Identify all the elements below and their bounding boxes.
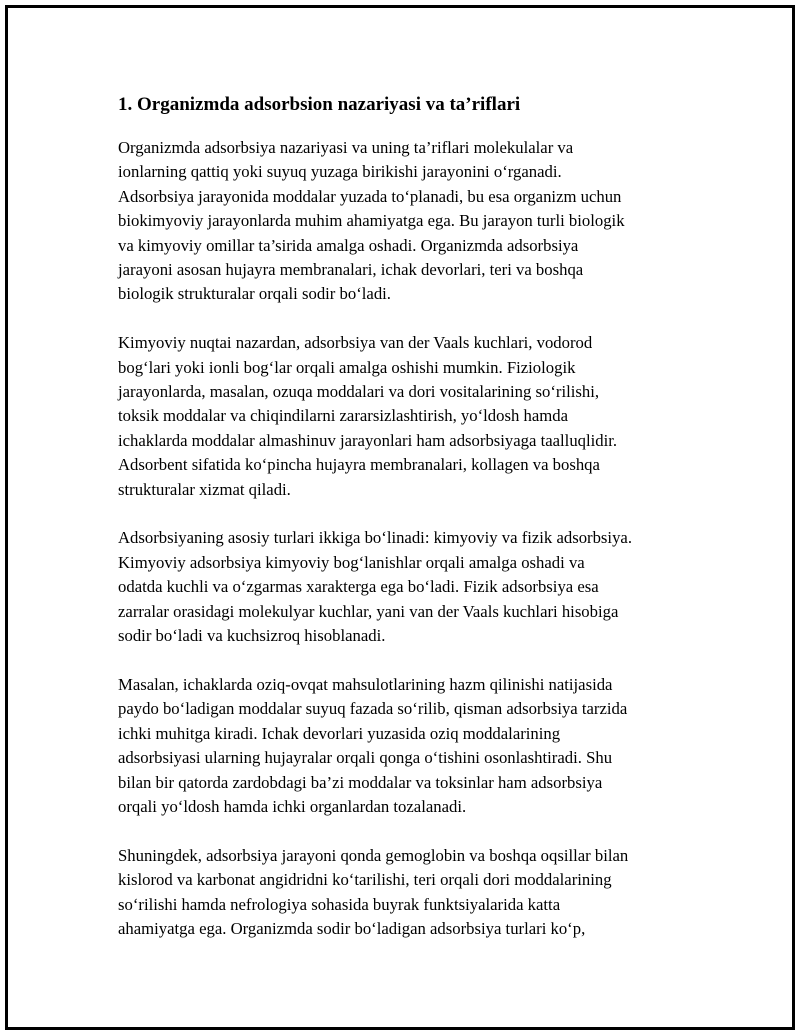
text-line: Adsorbsiyaning asosiy turlari ikkiga bo‘linadi: kimyoviy va fizik adsorbsiya.	[118, 528, 632, 548]
paragraph-2	[118, 331, 698, 502]
text-line: bilan bir qatorda zardobdagi ba’zi moddalar va toksinlar ham adsorbsiya	[118, 772, 603, 792]
text-line: zarralar orasidagi molekulyar kuchlar, yani van der Vaals kuchlari hisobiga	[118, 601, 619, 621]
text-line: ichaklarda moddalar almashinuv jarayonlari ham adsorbsiyaga taalluqlidir.	[118, 430, 618, 450]
text-line: jarayoni asosan hujayra membranalari, ichak devorlari, teri va boshqa	[118, 260, 584, 280]
paragraph-4	[118, 673, 698, 819]
text-line: va kimyoviy omillar ta’sirida amalga oshadi. Organizmda adsorbsiya	[118, 235, 579, 255]
text-line: sodir bo‘ladi va kuchsizroq hisoblanadi.	[118, 626, 386, 646]
text-line: odatda kuchli va o‘zgarmas xarakterga ega bo‘ladi. Fizik adsorbsiya esa	[118, 577, 599, 597]
text-line: jarayonlarda, masalan, ozuqa moddalari va dori vositalarining so‘rilishi,	[118, 382, 600, 402]
text-line: bog‘lari yoki ionli bog‘lar orqali amalga oshishi mumkin. Fiziologik	[118, 357, 576, 377]
text-line: Adsorbent sifatida ko‘pincha hujayra membranalari, kollagen va boshqa	[118, 455, 600, 475]
text-line: biologik strukturalar orqali sodir bo‘ladi.	[118, 284, 391, 304]
text-line: Organizmda adsorbsiya nazariyasi va uning ta’riflari molekulalar va	[118, 138, 574, 157]
text-line: toksik moddalar va chiqindilarni zararsizlashtirish, yo‘ldosh hamda	[118, 406, 568, 426]
paragraph-3	[118, 526, 698, 648]
text-line: Kimyoviy adsorbsiya kimyoviy bog‘lanishlar orqali amalga oshadi va	[118, 552, 585, 572]
text-line: so‘rilishi hamda nefrologiya sohasida buyrak funktsiyalarida katta	[118, 894, 561, 914]
text-line: ichki muhitga kiradi. Ichak devorlari yuzasida oziq moddalarining	[118, 723, 561, 743]
paragraph-1	[118, 136, 698, 307]
text-line: paydo bo‘ladigan moddalar suyuq fazada so‘rilib, qisman adsorbsiya tarzida	[118, 699, 628, 719]
paragraph-5	[118, 844, 698, 942]
text-line: adsorbsiyasi ularning hujayralar orqali qonga o‘tishini osonlashtiradi. Shu	[118, 748, 613, 768]
text-line: strukturalar xizmat qiladi.	[118, 479, 291, 499]
section-heading: 1. Organizmda adsorbsion nazariyasi va ta’riflari	[118, 94, 521, 115]
text-line: Kimyoviy nuqtai nazardan, adsorbsiya van der Vaals kuchlari, vodorod	[118, 333, 593, 353]
text-line: kislorod va karbonat angidridni ko‘tarilishi, teri orqali dori moddalarining	[118, 870, 612, 890]
text-line: Masalan, ichaklarda oziq-ovqat mahsulotlarining hazm qilinishi natijasida	[118, 674, 613, 694]
text-line: Shuningdek, adsorbsiya jarayoni qonda gemoglobin va boshqa oqsillar bilan	[118, 845, 629, 865]
text-line: biokimyoviy jarayonlarda muhim ahamiyatga ega. Bu jarayon turli biologik	[118, 211, 625, 231]
document-body	[118, 92, 698, 966]
text-line: ionlarning qattiq yoki suyuq yuzaga birikishi jarayonini o‘rganadi.	[118, 162, 562, 182]
text-line: orqali yo‘ldosh hamda ichki organlardan tozalanadi.	[118, 796, 467, 816]
text-line: Adsorbsiya jarayonida moddalar yuzada to‘planadi, bu esa organizm uchun	[118, 186, 622, 206]
text-line: ahamiyatga ega. Organizmda sodir bo‘ladigan adsorbsiya turlari ko‘p,	[118, 918, 586, 938]
